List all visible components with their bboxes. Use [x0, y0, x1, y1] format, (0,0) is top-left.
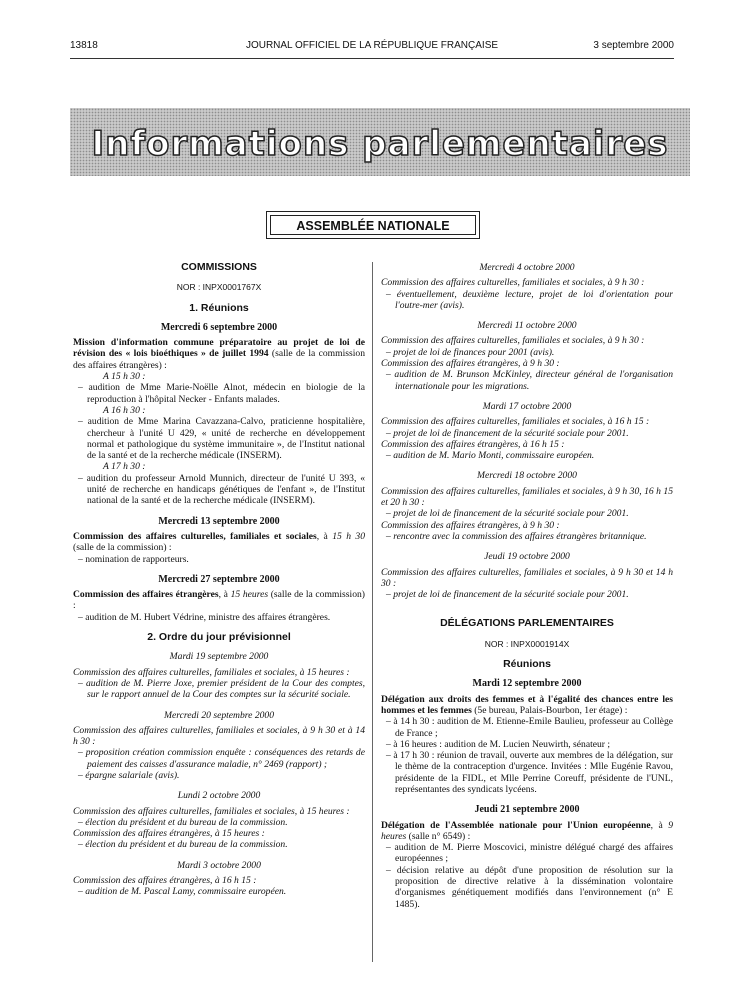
- agenda-item: – audition de M. Pierre Moscovici, ministre délégué chargé des affaires européennes ;: [386, 842, 673, 865]
- meeting-date: Mercredi 27 septembre 2000: [158, 573, 280, 585]
- meeting-body: Commission des affaires étrangères, à 15 heures (salle de la commission) :: [73, 589, 365, 612]
- section-title-commissions: COMMISSIONS: [181, 261, 257, 273]
- agenda-item: – projet de loi de finances pour 2001 (avis).: [386, 346, 555, 358]
- banner-title: Informations parlementaires: [91, 124, 669, 164]
- agenda-date: Lundi 2 octobre 2000: [177, 790, 261, 802]
- agenda-item: – élection du président et du bureau de la commission.: [78, 839, 288, 851]
- agenda-item: – projet de loi de financement de la sécurité sociale pour 2001.: [386, 427, 629, 439]
- agenda-item: – rencontre avec la commission des affaires étrangères britannique.: [386, 530, 647, 542]
- nor-reference: NOR : INPX0001767X: [176, 282, 262, 293]
- agenda-item: – épargne salariale (avis).: [78, 769, 180, 781]
- chamber-title: ASSEMBLÉE NATIONALE: [270, 215, 476, 235]
- agenda-item: – proposition création commission enquête : conséquences des retards de paiement des caisses d'assurance maladie, n° 2469 (rapport) ;: [78, 747, 365, 770]
- subsection-title-ordre: 2. Ordre du jour prévisionnel: [147, 631, 291, 644]
- subsection-title-reunions: Réunions: [503, 658, 551, 671]
- agenda-item: – élection du président et du bureau de la commission.: [78, 816, 288, 828]
- agenda-item: – éventuellement, deuxième lecture, projet de loi d'orientation pour l'outre-mer (avis).: [386, 288, 673, 311]
- agenda-date: Mercredi 11 octobre 2000: [477, 320, 577, 332]
- agenda-date: Mercredi 4 octobre 2000: [479, 262, 575, 273]
- commission-slot: Commission des affaires étrangères, à 9 h 30 :: [381, 519, 560, 531]
- meeting-body: Mission d'information commune préparatoire au projet de loi de révision des « lois bioéthiques » de juillet 1994 (salle de la commission des affaires étrangères) :: [73, 337, 365, 371]
- agenda-date: Mercredi 18 octobre 2000: [477, 470, 577, 482]
- agenda-item: – à 17 h 30 : réunion de travail, ouverte aux membres de la délégation, sur le thème de la contraception d'urgence. Invitées : Mlle Eugénie Ravou, présidente de la FIDL, et Mlle Perrine Coreuff, présidente de l'UNL, représentantes des syndicats lycéens.: [386, 750, 673, 795]
- agenda-item: – décision relative au dépôt d'une proposition de résolution sur la proposition de directive relative à la dissémination volontaire d'organismes génétiquement modifiés dans l'environnement (n° E 1485).: [386, 864, 673, 910]
- commission-slot: Commission des affaires culturelles, familiales et sociales, à 9 h 30 et 14 h 30 :: [381, 566, 673, 589]
- commission-slot: Commission des affaires culturelles, familiales et sociales, à 9 h 30 :: [381, 277, 645, 289]
- commission-slot: Commission des affaires étrangères, à 15 heures :: [73, 828, 265, 840]
- agenda-item: – audition de M. Mario Monti, commissaire européen.: [386, 450, 595, 462]
- column-divider: [372, 262, 373, 962]
- meeting-body: Délégation de l'Assemblée nationale pour l'Union européenne, à 9 heures (salle n° 6549) :: [381, 819, 673, 842]
- time-slot: A 15 h 30 :: [103, 371, 146, 383]
- agenda-date: Jeudi 19 octobre 2000: [484, 551, 570, 563]
- agenda-item: – audition de Mme Marina Cavazzana-Calvo, praticienne hospitalière, chercheur à l'unité U 429, « unité de recherche en développement normal et pathologique du système immunitaire », de l'Institut national de la santé et de la recherche médicale (INSERM).: [78, 416, 365, 462]
- section-title-delegations: DÉLÉGATIONS PARLEMENTAIRES: [440, 617, 614, 630]
- agenda-date: Mardi 3 octobre 2000: [177, 859, 261, 871]
- meeting-date: Mercredi 6 septembre 2000: [160, 321, 278, 333]
- meeting-body: Délégation aux droits des femmes et à l'égalité des chances entre les hommes et les femmes (5e bureau, Palais-Bourbon, 1er étage) :: [381, 693, 673, 716]
- commission-slot: Commission des affaires culturelles, familiales et sociales, à 15 heures :: [73, 805, 350, 817]
- time-slot: A 17 h 30 :: [103, 461, 146, 473]
- agenda-item: – audition de Mme Marie-Noëlle Alnot, médecin en biologie de la reproduction à l'hôpital Necker - Enfants malades.: [78, 382, 365, 405]
- meeting-date: Mardi 12 septembre 2000: [472, 678, 582, 690]
- chamber-box: [266, 211, 480, 239]
- agenda-item: – à 16 heures : audition de M. Lucien Neuwirth, sénateur ;: [386, 738, 611, 750]
- meeting-body: Commission des affaires culturelles, familiales et sociales, à 15 h 30 (salle de la commission) :: [73, 530, 366, 554]
- commission-slot: Commission des affaires culturelles, familiales et sociales, à 9 h 30 :: [381, 335, 645, 347]
- page-number: 13818: [70, 40, 98, 51]
- agenda-date: Mercredi 20 septembre 2000: [163, 709, 275, 721]
- agenda-item: – à 14 h 30 : audition de M. Etienne-Emile Baulieu, professeur au Collège de France ;: [386, 716, 673, 739]
- commission-slot: Commission des affaires étrangères, à 9 h 30 :: [381, 358, 560, 370]
- agenda-item: – projet de loi de financement de la sécurité sociale pour 2001.: [386, 589, 629, 601]
- meeting-date: Jeudi 21 septembre 2000: [474, 804, 580, 816]
- time-slot: A 16 h 30 :: [103, 404, 146, 416]
- agenda-item: – audition de M. Hubert Védrine, ministre des affaires étrangères.: [78, 611, 331, 623]
- agenda-item: – projet de loi de financement de la sécurité sociale pour 2001.: [386, 508, 629, 520]
- agenda-date: Mardi 17 octobre 2000: [482, 400, 572, 412]
- meeting-date: Mercredi 13 septembre 2000: [158, 515, 280, 527]
- commission-slot: Commission des affaires culturelles, familiales et sociales, à 9 h 30, 16 h 15 et 20 h 30 :: [381, 485, 673, 509]
- nor-reference: NOR : INPX0001914X: [484, 638, 570, 649]
- right-column: [381, 262, 673, 910]
- issue-date: 3 septembre 2000: [593, 40, 674, 51]
- agenda-item: – audition de M. Pierre Joxe, premier président de la Cour des comptes, sur le rapport annuel de la Cour des comptes sur la sécurité sociale.: [78, 677, 365, 701]
- commission-slot: Commission des affaires étrangères, à 16 h 15 :: [381, 438, 565, 450]
- commission-slot: Commission des affaires culturelles, familiales et sociales, à 16 h 15 :: [381, 416, 650, 428]
- commission-slot: Commission des affaires culturelles, familiales et sociales, à 15 heures :: [73, 666, 350, 678]
- header-rule: [70, 58, 674, 59]
- commission-slot: Commission des affaires étrangères, à 16 h 15 :: [73, 875, 257, 887]
- commission-slot: Commission des affaires culturelles, familiales et sociales, à 9 h 30 et à 14 h 30 :: [73, 724, 365, 748]
- running-header: [70, 40, 674, 54]
- agenda-item: – audition de M. Brunson McKinley, directeur général de l'organisation internationale pour les migrations.: [386, 369, 673, 392]
- agenda-date: Mardi 19 septembre 2000: [169, 651, 269, 663]
- agenda-item: – nomination de rapporteurs.: [78, 553, 189, 565]
- journal-title: JOURNAL OFFICIEL DE LA RÉPUBLIQUE FRANÇAISE: [245, 40, 499, 51]
- left-column: [73, 262, 365, 898]
- agenda-item: – audition de M. Pascal Lamy, commissaire européen.: [78, 886, 287, 898]
- agenda-item: – audition du professeur Arnold Munnich, directeur de l'unité U 393, « unité de recherche en handicaps génétiques de l'enfant », de l'Institut national de la santé et de la recherche médicale (INSERM).: [78, 472, 365, 507]
- subsection-title-reunions: 1. Réunions: [189, 301, 249, 314]
